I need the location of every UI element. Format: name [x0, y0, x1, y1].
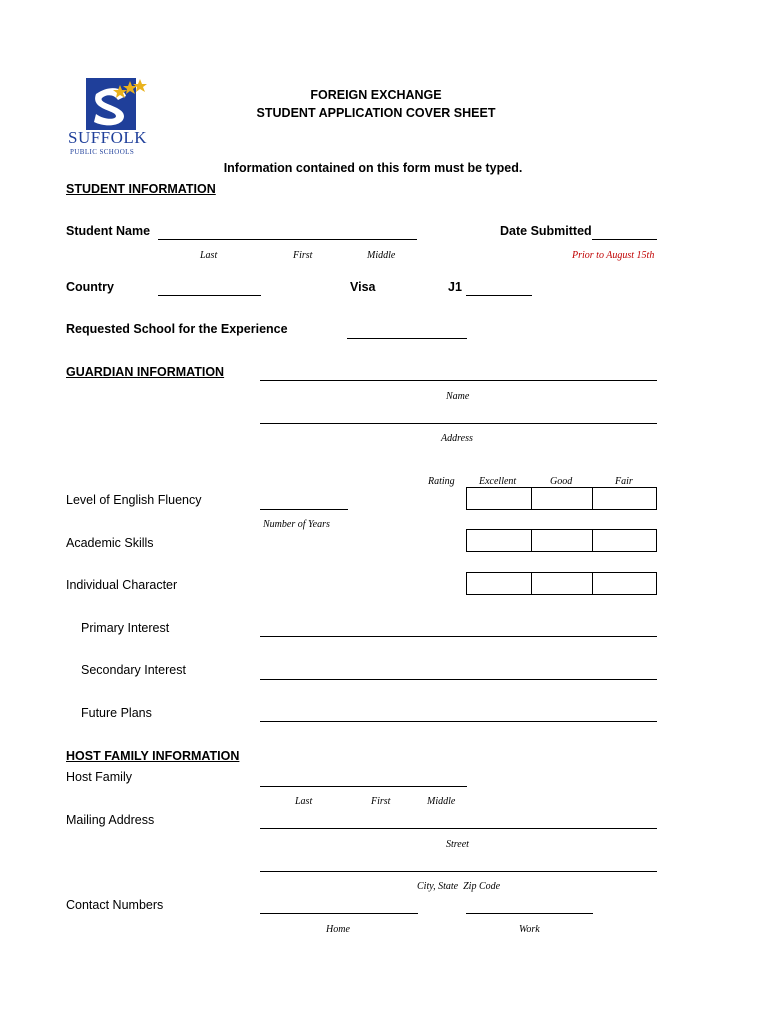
suffolk-logo — [66, 76, 156, 160]
host-first-caption: First — [371, 796, 391, 807]
mailing-address-label: Mailing Address — [66, 813, 155, 827]
form-title-line1: FOREIGN EXCHANGE — [310, 88, 442, 102]
host-family-label: Host Family — [66, 770, 132, 784]
contact-numbers-label: Contact Numbers — [66, 898, 164, 912]
host-last-caption: Last — [295, 796, 313, 807]
student-name-label: Student Name — [66, 224, 151, 238]
requested-school-label: Requested School for the Experience — [66, 322, 288, 336]
logo-subtext: PUBLIC SCHOOLS — [70, 148, 135, 156]
guardian-info-heading: GUARDIAN INFORMATION — [66, 365, 225, 379]
form-title-line2: STUDENT APPLICATION COVER SHEET — [256, 106, 496, 120]
rating-good-header: Good — [550, 476, 573, 487]
guardian-name-field[interactable] — [260, 380, 657, 381]
fluency-years-field[interactable] — [260, 509, 348, 510]
visa-label: Visa — [350, 280, 376, 294]
student-name-middle-caption: Middle — [367, 250, 396, 261]
number-of-years-caption: Number of Years — [263, 519, 330, 530]
j1-label: J1 — [448, 280, 462, 294]
guardian-address-caption: Address — [441, 433, 473, 444]
guardian-address-field[interactable] — [260, 423, 657, 424]
student-name-last-caption: Last — [200, 250, 218, 261]
date-submitted-field[interactable] — [592, 239, 657, 240]
future-plans-field[interactable] — [260, 721, 657, 722]
rating-caption: Rating — [428, 476, 455, 487]
academic-fair-box[interactable] — [592, 529, 657, 552]
student-name-first-caption: First — [293, 250, 313, 261]
logo-word: SUFFOLK — [68, 128, 148, 147]
rating-excellent-header: Excellent — [479, 476, 517, 487]
fluency-good-box[interactable] — [531, 487, 593, 510]
country-field[interactable] — [158, 295, 261, 296]
city-state-zip-caption: City, State Zip Code — [417, 881, 501, 892]
student-info-heading: STUDENT INFORMATION — [66, 182, 216, 196]
date-note: Prior to August 15th — [572, 250, 655, 261]
fluency-fair-box[interactable] — [592, 487, 657, 510]
home-caption: Home — [326, 924, 350, 935]
host-city-field[interactable] — [260, 871, 657, 872]
home-phone-field[interactable] — [260, 913, 418, 914]
host-middle-caption: Middle — [427, 796, 456, 807]
typed-instruction: Information contained on this form must be typed. — [223, 161, 523, 175]
english-fluency-label: Level of English Fluency — [66, 493, 202, 507]
date-submitted-label: Date Submitted — [500, 224, 592, 238]
work-caption: Work — [519, 924, 540, 935]
work-phone-field[interactable] — [466, 913, 593, 914]
j1-field[interactable] — [466, 295, 532, 296]
secondary-interest-label: Secondary Interest — [81, 663, 186, 677]
fluency-excellent-box[interactable] — [466, 487, 532, 510]
future-plans-label: Future Plans — [81, 706, 152, 720]
student-name-field[interactable] — [158, 239, 417, 240]
character-good-box[interactable] — [531, 572, 593, 595]
character-fair-box[interactable] — [592, 572, 657, 595]
character-excellent-box[interactable] — [466, 572, 532, 595]
secondary-interest-field[interactable] — [260, 679, 657, 680]
academic-good-box[interactable] — [531, 529, 593, 552]
guardian-name-caption: Name — [446, 391, 470, 402]
host-street-field[interactable] — [260, 828, 657, 829]
country-label: Country — [66, 280, 114, 294]
host-family-heading: HOST FAMILY INFORMATION — [66, 749, 240, 763]
requested-school-field[interactable] — [347, 338, 467, 339]
academic-skills-label: Academic Skills — [66, 536, 154, 550]
individual-character-label: Individual Character — [66, 578, 178, 592]
street-caption: Street — [446, 839, 469, 850]
rating-fair-header: Fair — [615, 476, 633, 487]
host-family-name-field[interactable] — [260, 786, 467, 787]
academic-excellent-box[interactable] — [466, 529, 532, 552]
primary-interest-field[interactable] — [260, 636, 657, 637]
primary-interest-label: Primary Interest — [81, 621, 170, 635]
